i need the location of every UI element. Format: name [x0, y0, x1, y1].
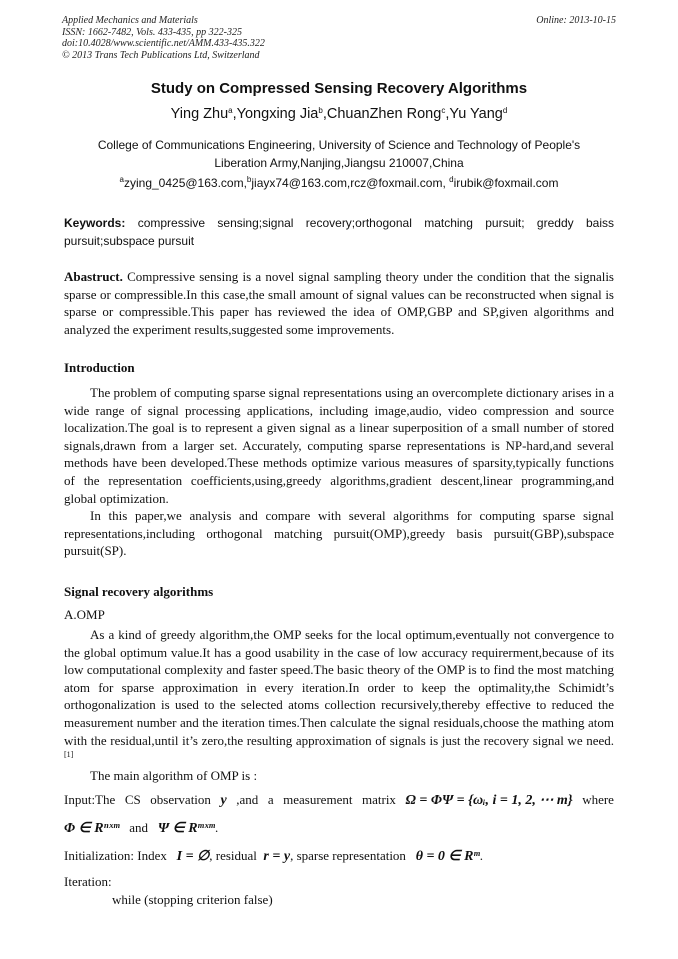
author-name: Yongxing Jia — [236, 106, 319, 122]
journal-doi: doi:10.4028/www.scientific.net/AMM.433-435.322 — [62, 38, 265, 49]
paragraph: The problem of computing sparse signal representations using an overcomplete dictionary arises in a wide range of signal processing applications, including image,audio, video compression and source localization.The goal is to represent a given signal as a linear superposition of a small number of stored signals,drawn from a larger set. Accurately, computing sparse representations is NP-hard,and several methods have been developed.These methods optimize various measures of sparsity,typically functions of the representation coefficients,using,greedy algorithms,gradient descent,linear programming,and global optimization. — [64, 385, 614, 506]
email: irubik@foxmail.com — [453, 176, 559, 190]
word: a — [267, 792, 274, 807]
author-sup: b — [318, 106, 323, 115]
abstract — [64, 268, 614, 338]
author-name: Yu Yang — [449, 106, 503, 122]
keywords — [64, 214, 614, 250]
paragraph: In this paper,we analysis and compare with several algorithms for computing sparse signal representations,including orthogonal matching pursuit(OMP),greedy basis pursuit(GBP),subspace pursuit(SP). — [64, 508, 614, 559]
paragraph: The main algorithm of OMP is : — [90, 767, 258, 783]
citation: [1] — [64, 750, 74, 760]
author-sup: d — [502, 106, 508, 115]
affiliation-line: Liberation Army,Nanjing,Jiangsu 210007,China — [214, 156, 464, 170]
input-line — [64, 792, 614, 809]
email: jiayx74@163.com,rcz@foxmail.com, — [251, 176, 450, 190]
input-line-2 — [64, 820, 614, 837]
section-heading-introduction: Introduction — [64, 360, 135, 375]
period: . — [214, 820, 219, 835]
affiliation-line: College of Communications Engineering, University of Science and Technology of People's — [97, 138, 581, 152]
math-residual: r = y — [263, 849, 291, 864]
paragraph-text: As a kind of greedy algorithm,the OMP seeks for the local optimum,eventually not convergence to the global optimum value.It has a good usability in the case of low accuracy requirerment,because of its low computational complexity and faster speed.The basic theory of the OMP is to find the most matching atom for sparse approximation in every iteration.In order to keep the optimality,the Schimidt’s orthogonalization is used to the selected atoms collection recursively,thereby effective to reduced the measurement number and the iteration times.Then calculate the signal residuals,choose the mathing atom with the residual,until it’s zero,the resulting approximation of signals is just the recovery signal we need. — [64, 627, 614, 748]
introduction-body — [64, 384, 614, 560]
math-y: y — [220, 793, 227, 808]
word: matrix — [362, 792, 396, 807]
word: measurement — [283, 792, 353, 807]
init-label: Initialization: Index — [64, 848, 167, 863]
email: zying_0425@163.com, — [123, 176, 247, 190]
paragraph — [64, 626, 614, 767]
section-heading-signal-recovery: Signal recovery algorithms — [64, 584, 214, 599]
residual-label: , residual — [209, 848, 257, 863]
author-name: ChuanZhen Rong — [326, 106, 442, 122]
abstract-label: Abastruct. — [64, 269, 123, 284]
author-sep: , — [232, 106, 237, 122]
math-index: I = ∅ — [176, 849, 210, 864]
author-sep: , — [322, 106, 327, 122]
keywords-text: compressive sensing;signal recovery;orthogonal matching pursuit; greddy baiss pursuit;subspace pursuit — [64, 216, 614, 248]
journal-issn: ISSN: 1662-7482, Vols. 433-435, pp 322-325 — [62, 26, 242, 38]
word: where — [582, 792, 614, 807]
subsection-heading-omp: A.OMP — [64, 607, 105, 622]
word: observation — [150, 792, 211, 807]
email-sup: d — [449, 175, 454, 184]
word: and — [129, 820, 149, 835]
iteration-label: Iteration: — [64, 874, 112, 889]
affiliation — [62, 136, 616, 172]
period: . — [479, 848, 484, 863]
math-omega: Ω = ΦΨ = {ωᵢ, i = 1, 2, ⋯ m} — [405, 793, 573, 808]
word: CS — [124, 792, 141, 807]
while-statement: while (stopping criterion false) — [112, 892, 273, 907]
email-sup: a — [119, 175, 124, 184]
math-phi: Φ ∈ Rⁿˣᵐ — [64, 821, 120, 836]
word: Input:The — [64, 792, 116, 807]
email-sup: b — [246, 175, 252, 184]
math-psi: Ψ ∈ Rᵐˣᵐ — [157, 821, 215, 836]
author-emails — [62, 176, 616, 190]
author-sup: c — [441, 106, 446, 115]
omp-body — [64, 626, 614, 784]
initialization-line — [64, 848, 614, 865]
word: ,and — [236, 792, 259, 807]
author-sep: , — [445, 106, 450, 122]
abstract-text: Compressive sensing is a novel signal sampling theory under the condition that the signalis sparse or compressible.In this case,the small amount of signal values can be reconstructed when signal is sparse or compressible.This paper has reviewed the idea of OMP,GBP and SP,given algorithms and analyzed the experiment results,suggested some improvements. — [64, 269, 614, 337]
keywords-label: Keywords: — [64, 216, 126, 230]
journal-name: Applied Mechanics and Materials — [62, 15, 198, 26]
sparse-label: , sparse representation — [290, 848, 406, 863]
journal-header — [62, 15, 616, 61]
paper-title: Study on Compressed Sensing Recovery Algorithms — [150, 80, 528, 97]
author-list — [62, 106, 616, 122]
math-theta: θ = 0 ∈ Rᵐ — [415, 849, 480, 864]
author-name: Ying Zhu — [170, 106, 229, 122]
online-date: Online: 2013-10-15 — [536, 15, 616, 26]
journal-copyright: © 2013 Trans Tech Publications Ltd, Switzerland — [62, 49, 260, 61]
author-sup: a — [228, 106, 233, 115]
